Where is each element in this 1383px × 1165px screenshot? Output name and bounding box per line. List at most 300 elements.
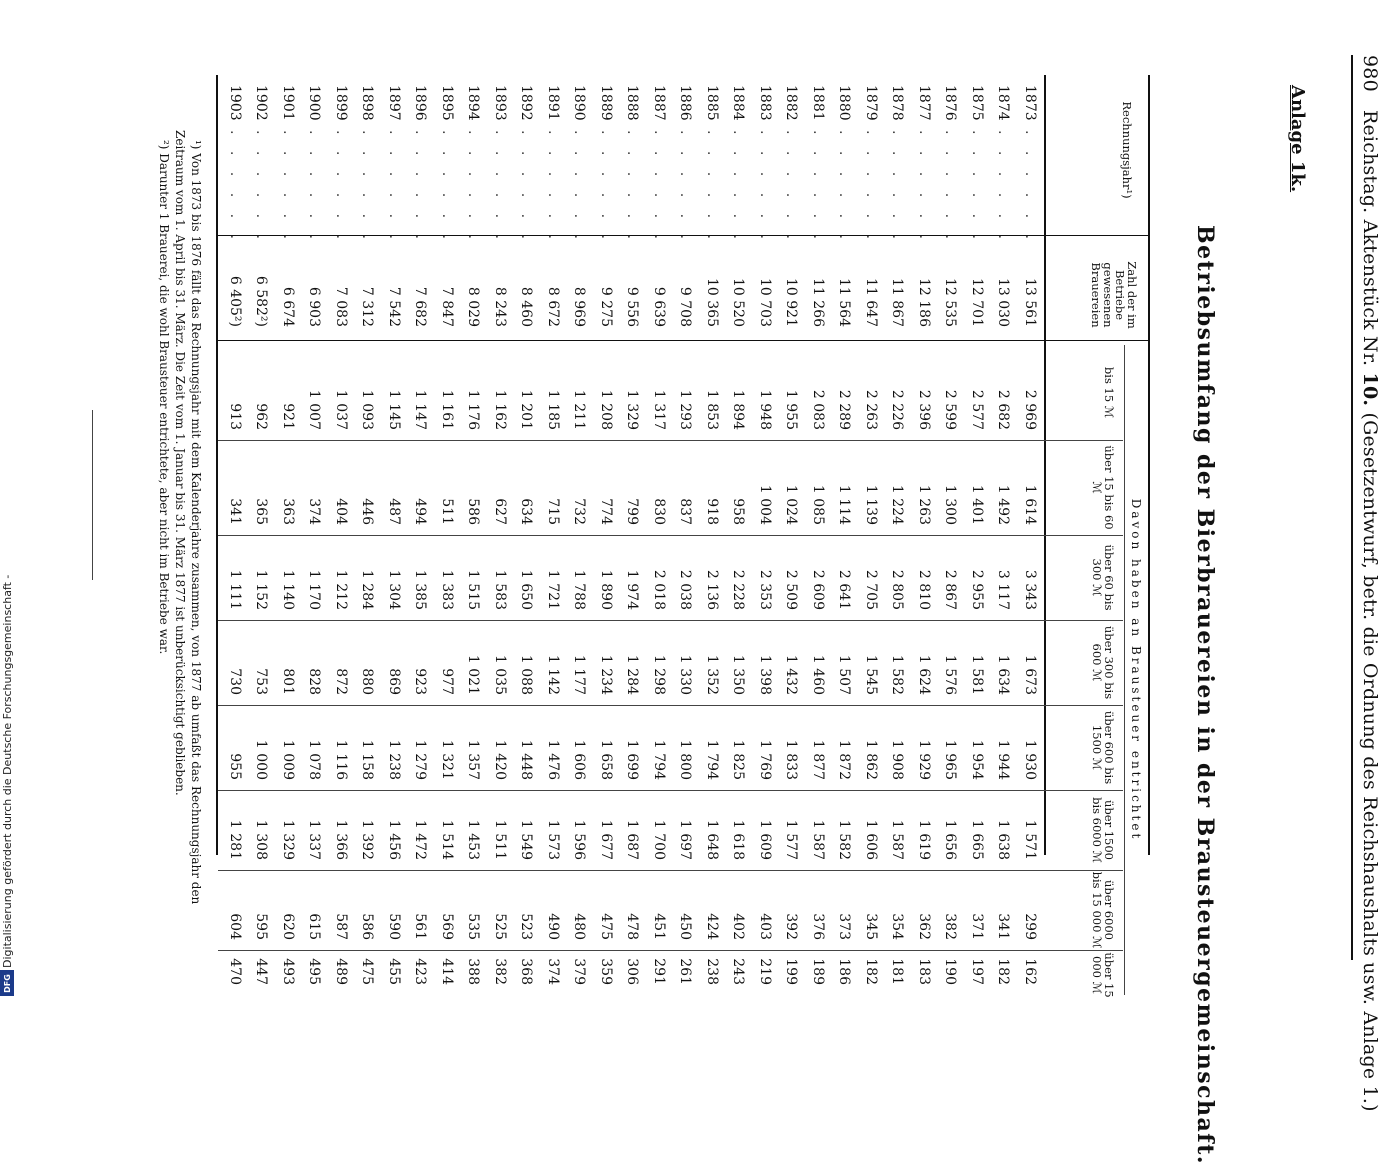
row-value-band-6: 1 665: [969, 819, 985, 860]
row-year: 1895: [439, 85, 455, 121]
row-value-band-3: 1 890: [598, 569, 614, 610]
row-total: 12 186: [916, 278, 932, 327]
row-value-band-7: 402: [730, 913, 747, 940]
row-leader: . . . . . .: [492, 130, 508, 245]
row-year: 1886: [677, 85, 694, 121]
row-value-band-6: 1 619: [916, 819, 932, 860]
row-value-band-1: 2 226: [889, 389, 906, 430]
row-year: 1897: [386, 85, 402, 121]
row-value-band-3: 2 805: [889, 569, 906, 610]
row-year: 1898: [359, 85, 376, 121]
row-value-band-4: 1 634: [995, 654, 1012, 695]
row-total: 7 083: [333, 286, 349, 327]
row-value-band-2: 586: [465, 498, 482, 525]
row-value-band-2: 487: [386, 498, 402, 525]
row-value-band-6: 1 638: [995, 819, 1012, 860]
row-value-band-1: 1 211: [571, 389, 588, 430]
row-value-band-5: 1 794: [704, 739, 720, 780]
row-value-band-8: 162: [1022, 958, 1038, 985]
row-value-band-1: 1 007: [306, 389, 323, 430]
row-value-band-5: 1 930: [1022, 739, 1038, 780]
row-value-band-4: 1 350: [730, 654, 747, 695]
row-value-band-8: 493: [280, 958, 296, 985]
row-value-band-4: 1 581: [969, 654, 985, 695]
row-value-band-4: 1 298: [651, 654, 667, 695]
row-value-band-4: 1 432: [783, 654, 800, 695]
row-value-band-3: 1 212: [333, 569, 349, 610]
row-value-band-1: 1 162: [492, 389, 508, 430]
row-value-band-5: 1 448: [518, 739, 535, 780]
row-value-band-3: 1 515: [465, 569, 482, 610]
col-header-band-4: über 300 bis 600 ℳ: [1090, 625, 1116, 700]
row-year: 1901: [280, 85, 296, 121]
row-value-band-6: 1 687: [624, 819, 641, 860]
row-value-band-2: 918: [704, 498, 720, 525]
row-value-band-6: 1 308: [253, 819, 270, 860]
row-value-band-4: 1 330: [677, 654, 694, 695]
row-value-band-2: 1 300: [942, 484, 959, 525]
band-rule-4: [218, 705, 1123, 706]
row-value-band-1: 921: [280, 403, 296, 430]
row-value-band-4: 730: [227, 668, 243, 695]
row-value-band-4: 753: [253, 668, 270, 695]
row-year: 1876: [942, 85, 959, 121]
row-value-band-4: 828: [306, 668, 323, 695]
row-value-band-5: 1 769: [757, 739, 773, 780]
row-value-band-5: 1 009: [280, 739, 296, 780]
row-value-band-6: 1 549: [518, 819, 535, 860]
row-value-band-2: 1 085: [810, 484, 826, 525]
row-total: 13 561: [1022, 278, 1038, 327]
row-value-band-8: 181: [889, 958, 906, 985]
row-value-band-6: 1 587: [889, 819, 906, 860]
row-value-band-2: 1 492: [995, 484, 1012, 525]
row-value-band-8: 219: [757, 958, 773, 985]
row-value-band-8: 189: [810, 958, 826, 985]
row-value-band-2: 1 114: [836, 484, 853, 525]
row-value-band-1: 1 093: [359, 389, 376, 430]
row-leader: . . . . . .: [280, 130, 296, 245]
row-value-band-1: 1 293: [677, 389, 694, 430]
row-value-band-1: 1 161: [439, 389, 455, 430]
row-leader: . . . . . .: [916, 130, 932, 245]
row-value-band-6: 1 366: [333, 819, 349, 860]
row-total: 9 708: [677, 286, 694, 327]
anlage-label: Anlage 1k.: [1287, 85, 1308, 193]
row-value-band-6: 1 573: [545, 819, 561, 860]
row-value-band-2: 365: [253, 498, 270, 525]
row-value-band-3: 2 609: [810, 569, 826, 610]
row-value-band-4: 923: [412, 668, 429, 695]
row-leader: . . . . . .: [889, 130, 906, 245]
row-total: 10 921: [783, 278, 800, 327]
row-value-band-8: 470: [227, 958, 243, 985]
row-leader: . . . . . .: [386, 130, 402, 245]
row-value-band-6: 1 587: [810, 819, 826, 860]
row-value-band-5: 1 908: [889, 739, 906, 780]
row-value-band-3: 1 170: [306, 569, 323, 610]
row-leader: . . . . . .: [969, 130, 985, 245]
footnote-2: ²) Darunter 1 Brauerei, die wohl Brausteuer entrichtete, aber nicht im Betriebe war.: [157, 140, 171, 655]
row-value-band-7: 392: [783, 913, 800, 940]
footnote-1-line-1: ¹) Von 1873 bis 1876 fällt das Rechnungsjahr mit dem Kalenderjahre zusammen, von 1877 ab umfaßt das Rechnungsjahr den: [189, 140, 203, 905]
row-value-band-6: 1 648: [704, 819, 720, 860]
row-value-band-1: 1 948: [757, 389, 773, 430]
row-year: 1899: [333, 85, 349, 121]
row-value-band-3: 1 974: [624, 569, 641, 610]
digitization-credit: Digitalisierung gefördert durch die Deutsche Forschungsgemeinschaft -: [1, 574, 14, 968]
row-value-band-1: 962: [253, 403, 270, 430]
row-value-band-3: 2 038: [677, 569, 694, 610]
row-leader: . . . . . .: [1022, 130, 1038, 245]
col-header-band-6: über 1500 bis 6000 ℳ: [1090, 797, 1116, 863]
row-value-band-7: 478: [624, 913, 641, 940]
band-rule-2: [218, 535, 1123, 536]
row-value-band-7: 615: [306, 913, 323, 940]
row-value-band-5: 1 833: [783, 739, 800, 780]
row-year: 1875: [969, 85, 985, 121]
row-value-band-8: 495: [306, 958, 323, 985]
row-value-band-6: 1 392: [359, 819, 376, 860]
row-total: 6 582²): [253, 275, 270, 327]
row-total: 6 405²): [227, 275, 243, 327]
row-value-band-2: 363: [280, 498, 296, 525]
row-value-band-3: 2 955: [969, 569, 985, 610]
row-value-band-5: 1 658: [598, 739, 614, 780]
row-value-band-3: 2 018: [651, 569, 667, 610]
row-year: 1902: [253, 85, 270, 121]
row-value-band-4: 1 021: [465, 654, 482, 695]
row-value-band-6: 1 456: [386, 819, 402, 860]
row-value-band-7: 450: [677, 913, 694, 940]
row-value-band-8: 182: [995, 958, 1012, 985]
row-value-band-7: 371: [969, 913, 985, 940]
row-value-band-3: 2 641: [836, 569, 853, 610]
row-year: 1894: [465, 85, 482, 121]
row-value-band-8: 186: [836, 958, 853, 985]
row-leader: . . . . . .: [227, 130, 243, 245]
row-leader: . . . . . .: [624, 130, 641, 245]
row-value-band-4: 1 460: [810, 654, 826, 695]
dfg-logo-text: DFG: [2, 973, 12, 993]
row-year: 1877: [916, 85, 932, 121]
row-value-band-2: 1 614: [1022, 484, 1038, 525]
row-leader: . . . . . .: [677, 130, 694, 245]
row-value-band-7: 587: [333, 913, 349, 940]
row-value-band-8: 489: [333, 958, 349, 985]
row-value-band-4: 1 673: [1022, 654, 1038, 695]
row-value-band-2: 511: [439, 498, 455, 525]
row-value-band-8: 388: [465, 958, 482, 985]
row-value-band-7: 341: [995, 913, 1012, 940]
row-value-band-7: 299: [1022, 913, 1038, 940]
row-total: 6 903: [306, 286, 323, 327]
row-value-band-6: 1 472: [412, 819, 429, 860]
row-year: 1887: [651, 85, 667, 121]
row-value-band-2: 1 263: [916, 484, 932, 525]
row-value-band-6: 1 571: [1022, 819, 1038, 860]
row-value-band-5: 1 000: [253, 739, 270, 780]
row-value-band-8: 183: [916, 958, 932, 985]
row-total: 11 867: [889, 278, 906, 327]
row-value-band-2: 494: [412, 498, 429, 525]
row-value-band-4: 1 284: [624, 654, 641, 695]
table-bottom-rule: [216, 75, 218, 855]
row-value-band-5: 1 800: [677, 739, 694, 780]
row-value-band-2: 1 401: [969, 484, 985, 525]
group-header-rule: [1124, 345, 1125, 995]
row-total: 10 520: [730, 278, 747, 327]
row-value-band-6: 1 514: [439, 819, 455, 860]
row-value-band-5: 1 944: [995, 739, 1012, 780]
row-total: 11 564: [836, 278, 853, 327]
row-value-band-2: 1 139: [863, 484, 879, 525]
row-value-band-7: 354: [889, 913, 906, 940]
row-value-band-5: 955: [227, 753, 243, 780]
row-value-band-7: 604: [227, 913, 243, 940]
row-leader: . . . . . .: [783, 130, 800, 245]
row-value-band-3: 1 111: [227, 569, 243, 610]
row-value-band-6: 1 606: [863, 819, 879, 860]
col-header-band-5: über 600 bis 1500 ℳ: [1090, 710, 1116, 785]
row-value-band-3: 1 304: [386, 569, 402, 610]
row-value-band-5: 1 877: [810, 739, 826, 780]
row-value-band-6: 1 656: [942, 819, 959, 860]
row-value-band-7: 376: [810, 913, 826, 940]
row-value-band-8: 455: [386, 958, 402, 985]
row-value-band-7: 586: [359, 913, 376, 940]
row-value-band-3: 2 509: [783, 569, 800, 610]
row-value-band-8: 475: [359, 958, 376, 985]
row-year: 1873: [1022, 85, 1038, 121]
row-value-band-6: 1 329: [280, 819, 296, 860]
row-value-band-2: 341: [227, 498, 243, 525]
row-total: 7 542: [386, 286, 402, 327]
row-leader: . . . . . .: [333, 130, 349, 245]
row-value-band-2: 799: [624, 498, 641, 525]
row-year: 1891: [545, 85, 561, 121]
row-value-band-6: 1 511: [492, 819, 508, 860]
row-leader: . . . . . .: [995, 130, 1012, 245]
row-total: 10 365: [704, 278, 720, 327]
row-value-band-7: 590: [386, 913, 402, 940]
row-value-band-2: 404: [333, 498, 349, 525]
dfg-logo: [0, 970, 14, 996]
band-rule-5: [218, 790, 1123, 791]
row-value-band-6: 1 281: [227, 819, 243, 860]
row-value-band-5: 1 116: [333, 739, 349, 780]
row-value-band-7: 595: [253, 913, 270, 940]
col-header-band-1: bis 15 ℳ: [1102, 366, 1116, 419]
row-value-band-1: 2 969: [1022, 389, 1038, 430]
row-leader: . . . . . .: [942, 130, 959, 245]
row-value-band-1: 1 147: [412, 389, 429, 430]
row-value-band-4: 1 582: [889, 654, 906, 695]
row-value-band-7: 535: [465, 913, 482, 940]
row-value-band-2: 634: [518, 498, 535, 525]
row-value-band-1: 2 577: [969, 389, 985, 430]
row-leader: . . . . . .: [412, 130, 429, 245]
col-header-total: Zahl der im Betriebe gewesenen Brauereien: [1089, 261, 1139, 329]
row-value-band-3: 1 583: [492, 569, 508, 610]
row-value-band-3: 2 810: [916, 569, 932, 610]
row-value-band-8: 379: [571, 958, 588, 985]
band-rule-6: [218, 870, 1123, 871]
row-value-band-2: 837: [677, 498, 694, 525]
row-value-band-6: 1 577: [783, 819, 800, 860]
row-value-band-2: 627: [492, 498, 508, 525]
row-value-band-3: 2 705: [863, 569, 879, 610]
row-value-band-3: 1 385: [412, 569, 429, 610]
row-year: 1874: [995, 85, 1012, 121]
col-header-band-7: über 6000 bis 15 000 ℳ: [1090, 871, 1116, 949]
row-leader: . . . . . .: [863, 130, 879, 245]
row-leader: . . . . . .: [598, 130, 614, 245]
row-total: 13 030: [995, 278, 1012, 327]
row-year: 1878: [889, 85, 906, 121]
row-year: 1889: [598, 85, 614, 121]
row-year: 1883: [757, 85, 773, 121]
row-leader: . . . . . .: [518, 130, 535, 245]
row-total: 10 703: [757, 278, 773, 327]
row-value-band-8: 182: [863, 958, 879, 985]
row-value-band-6: 1 677: [598, 819, 614, 860]
row-value-band-6: 1 618: [730, 819, 747, 860]
row-value-band-1: 1 329: [624, 389, 641, 430]
row-leader: . . . . . .: [465, 130, 482, 245]
row-value-band-4: 1 142: [545, 654, 561, 695]
row-value-band-8: 374: [545, 958, 561, 985]
row-value-band-5: 1 699: [624, 739, 641, 780]
row-year: 1882: [783, 85, 800, 121]
row-leader: . . . . . .: [730, 130, 747, 245]
row-value-band-2: 1 004: [757, 484, 773, 525]
row-value-band-7: 382: [942, 913, 959, 940]
row-value-band-3: 3 117: [995, 569, 1012, 610]
col-rule-2: [218, 340, 1148, 341]
row-value-band-8: 382: [492, 958, 508, 985]
row-value-band-1: 1 185: [545, 389, 561, 430]
row-year: 1892: [518, 85, 535, 121]
row-value-band-5: 1 321: [439, 739, 455, 780]
row-total: 8 460: [518, 286, 535, 327]
row-value-band-1: 1 176: [465, 389, 482, 430]
row-value-band-1: 1 208: [598, 389, 614, 430]
row-year: 1881: [810, 85, 826, 121]
row-year: 1903: [227, 85, 243, 121]
row-value-band-7: 475: [598, 913, 614, 940]
row-value-band-7: 523: [518, 913, 535, 940]
row-value-band-1: 2 682: [995, 389, 1012, 430]
row-value-band-2: 732: [571, 498, 588, 525]
row-value-band-4: 1 398: [757, 654, 773, 695]
row-total: 12 701: [969, 278, 985, 327]
header-rule: [1351, 55, 1353, 960]
row-value-band-5: 1 954: [969, 739, 985, 780]
row-value-band-4: 1 234: [598, 654, 614, 695]
running-head-prefix: Reichstag. Aktenstück Nr.: [1359, 110, 1381, 367]
row-value-band-8: 359: [598, 958, 614, 985]
row-value-band-6: 1 697: [677, 819, 694, 860]
row-value-band-3: 1 788: [571, 569, 588, 610]
row-total: 11 266: [810, 278, 826, 327]
row-value-band-8: 291: [651, 958, 667, 985]
row-value-band-2: 830: [651, 498, 667, 525]
row-value-band-1: 1 317: [651, 389, 667, 430]
row-value-band-7: 480: [571, 913, 588, 940]
row-value-band-6: 1 700: [651, 819, 667, 860]
row-value-band-7: 490: [545, 913, 561, 940]
row-value-band-1: 1 037: [333, 389, 349, 430]
row-value-band-5: 1 357: [465, 739, 482, 780]
row-total: 8 243: [492, 286, 508, 327]
row-value-band-6: 1 582: [836, 819, 853, 860]
margin-rule: [92, 410, 93, 580]
row-value-band-3: 3 343: [1022, 569, 1038, 610]
row-value-band-5: 1 606: [571, 739, 588, 780]
row-value-band-7: 362: [916, 913, 932, 940]
row-value-band-3: 2 228: [730, 569, 747, 610]
row-value-band-3: 1 284: [359, 569, 376, 610]
row-total: 8 672: [545, 286, 561, 327]
row-value-band-5: 1 238: [386, 739, 402, 780]
row-value-band-4: 880: [359, 668, 376, 695]
row-value-band-7: 345: [863, 913, 879, 940]
row-value-band-1: 1 201: [518, 389, 535, 430]
row-total: 12 535: [942, 278, 959, 327]
row-value-band-7: 561: [412, 913, 429, 940]
row-value-band-7: 424: [704, 913, 720, 940]
row-value-band-7: 373: [836, 913, 853, 940]
row-year: 1893: [492, 85, 508, 121]
col-header-year: Rechnungsjahr¹): [1120, 101, 1134, 199]
running-head: [1359, 110, 1381, 1112]
row-value-band-8: 423: [412, 958, 429, 985]
row-leader: . . . . . .: [545, 130, 561, 245]
row-value-band-4: 1 352: [704, 654, 720, 695]
row-value-band-1: 2 083: [810, 389, 826, 430]
row-value-band-2: 1 024: [783, 484, 800, 525]
row-value-band-3: 1 383: [439, 569, 455, 610]
col-header-band-2: über 15 bis 60 ℳ: [1090, 445, 1116, 530]
col-header-band-3: über 60 bis 300 ℳ: [1090, 544, 1116, 611]
row-total: 11 647: [863, 278, 879, 327]
row-value-band-2: 774: [598, 498, 614, 525]
row-year: 1884: [730, 85, 747, 121]
row-value-band-1: 913: [227, 403, 243, 430]
row-value-band-4: 872: [333, 668, 349, 695]
row-total: 8 029: [465, 286, 482, 327]
row-value-band-7: 620: [280, 913, 296, 940]
row-leader: . . . . . .: [571, 130, 588, 245]
row-value-band-1: 2 263: [863, 389, 879, 430]
row-value-band-8: 238: [704, 958, 720, 985]
row-value-band-8: 199: [783, 958, 800, 985]
row-value-band-8: 447: [253, 958, 270, 985]
row-value-band-4: 1 035: [492, 654, 508, 695]
row-value-band-7: 451: [651, 913, 667, 940]
row-value-band-3: 1 152: [253, 569, 270, 610]
row-value-band-4: 1 576: [942, 654, 959, 695]
row-value-band-1: 1 145: [386, 389, 402, 430]
table-head-rule: [1044, 75, 1046, 855]
row-value-band-5: 1 158: [359, 739, 376, 780]
row-total: 7 312: [359, 286, 376, 327]
row-value-band-4: 1 545: [863, 654, 879, 695]
row-total: 9 639: [651, 286, 667, 327]
row-year: 1879: [863, 85, 879, 121]
row-value-band-5: 1 476: [545, 739, 561, 780]
